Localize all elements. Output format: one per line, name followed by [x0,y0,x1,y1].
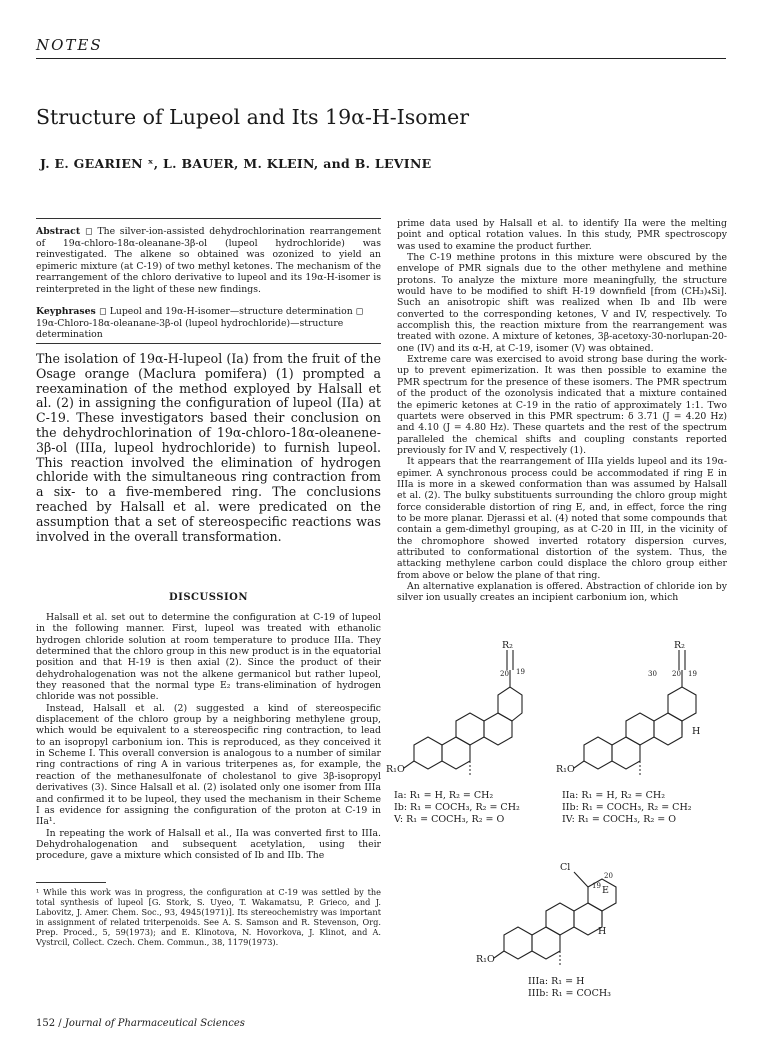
chemical-structures-figure [386,640,732,1010]
structure-IIb-label: IIb: R₁ = COCH₃, R₂ = CH₂ [562,802,692,813]
keyphrases [36,306,381,341]
abstract [36,226,381,296]
structure-Ia-label: Ia: R₁ = H, R₂ = CH₂ [394,790,494,801]
structure-I-r2: R₂ [502,640,513,651]
structure-II-h: H [692,726,701,737]
discussion-heading: DISCUSSION [168,592,248,603]
structure-II-r1o: R₁O [556,764,575,775]
right-paragraph-0: prime data used by Halsall et al. to identify IIa were the melting point and optical rotation values. In this study, PMR spectroscopy was used to examine the product further. [397,218,727,252]
article-authors: J. E. GEARIEN ˣ, L. BAUER, M. KLEIN, and B. LEVINE [40,156,432,171]
header-rule [36,58,726,59]
keyphrases-text: Lupeol and 19α-H-isomer—structure determination ◻ 19α-Chloro-18α-oleanane-3β-ol (lupeol hydrochloride)—structure determination [36,306,364,341]
structure-II-labels [562,790,692,826]
structure-IIa-label: IIa: R₁ = H, R₂ = CH₂ [562,790,665,801]
page-footer [36,1018,245,1029]
abstract-bottom-rule [36,343,381,344]
structure-III-r1o: R₁O [476,954,495,965]
page-number: 152 / [36,1018,65,1029]
structure-III-h: H [598,926,607,937]
structure-I-c19: 19 [516,668,525,676]
structure-Ib-label: Ib: R₁ = COCH₃, R₂ = CH₂ [394,802,520,813]
abstract-top-rule [36,218,381,219]
structure-I-labels [394,790,520,826]
discussion-paragraph-2: Instead, Halsall et al. (2) suggested a kind of stereospecific displacement of the chloro group by a neighboring methylene group, which would be equivalent to a stereospecific ring contraction, to lead to an isopropyl carbonium ion. This is reproduced, as they conceived it in Scheme I. This overall conversion is analogous to a number of similar ring contractions of ring A in various triterpenes as, for example, the reaction of the methanesulfonate of cholestanol to give 3β-isopropyl derivatives (3). Since Halsall et al. (2) isolated only one isomer from IIIa and confirmed it to be lupeol, they used the mechanism in their Scheme I as evidence for assigning the configuration of the proton at C-19 in IIa¹. [36,702,381,828]
abstract-text: The silver-ion-assisted dehydrochlorination rearrangement of 19α-chloro-18α-oleanane-3β-ol (lupeol hydrochloride) was reinvestigated. The alkene so obtained was ozonized to yield an epimeric mixture (at C-19) of two methyl ketones. The mechanism of the rearrangement of the chloro derivative to lupeol and its 19α-H-isomer is reinterpreted in the light of these new findings. [36,226,381,295]
structure-IIIb-label: IIIb: R₁ = COCH₃ [528,988,611,999]
structure-II-c19: 19 [688,670,697,678]
discussion-body [36,612,381,862]
journal-name: Journal of Pharmaceutical Sciences [64,1018,245,1029]
structure-V-label: V: R₁ = COCH₃, R₂ = O [394,814,505,825]
intro-paragraph: The isolation of 19α-H-lupeol (Ia) from the fruit of the Osage orange (Maclura pomifera) (1) prompted a reexamination of the method exployed by Halsall et al. (2) in assigning the configuration of lupeol (IIa) at C-19. These investigators based their conclusion on the dehydrochlorination of 19α-chloro-18α-oleanene-3β-ol (IIIa, lupeol hydrochloride) to furnish lupeol. This reaction involved the elimination of hydrogen chloride with the simultaneous ring contraction from a six- to a five-membered ring. The conclusions reached by Halsall et al. were predicated on the assumption that a set of stereospecific reactions was involved in the overall transformation. [36,351,381,544]
structure-III-labels [528,976,611,1000]
keyphrases-label: Keyphrases ◻ [36,306,107,317]
footnote: ¹ While this work was in progress, the configuration at C-19 was settled by the total synthesis of lupeol [G. Stork, S. Uyeo, T. Wakamatsu, P. Grieco, and J. Labovitz, J. Amer. Chem. Soc., 93, 4945(1971)]. Its stereochemistry was important in assignment of related triterpenoids. See A. S. Samson and R. Stevenson, Org. Prep. Proced., 5, 59(1973); and E. Klinotova, N. Hovorkova, J. Klinot, and A. Vystrcil, Collect. Czech. Chem. Commun., 38, 1179(1973). [36,887,381,947]
discussion-paragraph-3: In repeating the work of Halsall et al., IIa was converted first to IIIa. Dehydrohalogenation and subsequent acetylation, using their procedure, gave a mixture which consisted of Ib and IIb. The [36,827,381,862]
right-paragraph-2: Extreme care was exercised to avoid strong base during the work-up to prevent epimerization. It was then possible to examine the PMR spectrum for the presence of these isomers. The PMR spectrum of the product of the ozonolysis indicated that a mixture contained the epimeric ketones at C-19 in the ratio of approximately 1:1. Two quartets were observed in this PMR spectrum: δ 3.71 (J = 4.20 Hz) and 4.10 (J = 4.80 Hz). These quartets and the rest of the spectrum paralleled the chemical shifts and coupling constants reported previously for IV and V, respectively (1). [397,354,727,456]
abstract-label: Abstract ◻ [36,226,93,237]
right-paragraph-3: It appears that the rearrangement of IIIa yields lupeol and its 19α-epimer. A synchronous process could be accommodated if ring E in IIIa is more in a skewed conformation than was assumed by Halsall et al. (2). The bulky substituents surrounding the chloro group might force considerable distortion of ring E, and, in effect, force the ring to be more planar. Djerassi et al. (4) noted that some compounds that contain a gem-dimethyl grouping, as at C-20 in III, in the vicinity of the chromophore showed inverted rotatory dispersion curves, attributed to conformational distortion of the system. Thus, the attacking methylene carbon could displace the chloro group either from above or below the plane of that ring. [397,456,727,581]
structure-III-c20: 20 [604,872,613,880]
structure-II-r2: R₂ [674,640,685,651]
structure-III-c19: 19 [592,882,601,890]
structure-III-cl: Cl [560,862,571,873]
article-title: Structure of Lupeol and Its 19α-H-Isomer [36,105,470,129]
footnote-rule [36,882,106,883]
right-paragraph-4: An alternative explanation is offered. Abstraction of chloride ion by silver ion usually creates an incipient carbonium ion, which [397,581,727,604]
structure-I-r1o: R₁O [386,764,405,775]
structure-II-c30: 30 [648,670,657,678]
right-column-body [397,218,727,604]
structure-IIIa-label: IIIa: R₁ = H [528,976,585,987]
right-paragraph-1: The C-19 methine protons in this mixture were obscured by the envelope of PMR signals due to the other methylene and methine protons. To analyze the mixture more meaningfully, the structure would have to be modified to shift H-19 downfield [from (CH₃)₄Si]. Such an anisotropic shift was realized when Ib and IIb were converted to the corresponding ketones, V and IV, respectively. To accomplish this, the reaction mixture from the rearrangement was treated with ozone. A mixture of ketones, 3β-acetoxy-30-norlupan-20-one (IV) and its α-H, at C-19, isomer (V) was obtained. [397,252,727,354]
structure-I-c20: 20 [500,670,509,678]
discussion-paragraph-1: Halsall et al. set out to determine the configuration at C-19 of lupeol in the following manner. First, lupeol was treated with ethanolic hydrogen chloride solution at room temperature to produce IIIa. They determined that the chloro group in this new product is in the equatorial position and that H-19 is then axial (2). Since the product of their dehydrohalogenation was not the alkene germanicol but rather lupeol, they reasoned that the normal type E₂ trans-elimination of hydrogen chloride was not possible. [36,612,381,703]
structure-IV-label: IV: R₁ = COCH₃, R₂ = O [562,814,677,825]
structure-III-ring-e: E [602,885,609,896]
section-header: NOTES [36,36,103,54]
structure-II-c20: 20 [672,670,681,678]
